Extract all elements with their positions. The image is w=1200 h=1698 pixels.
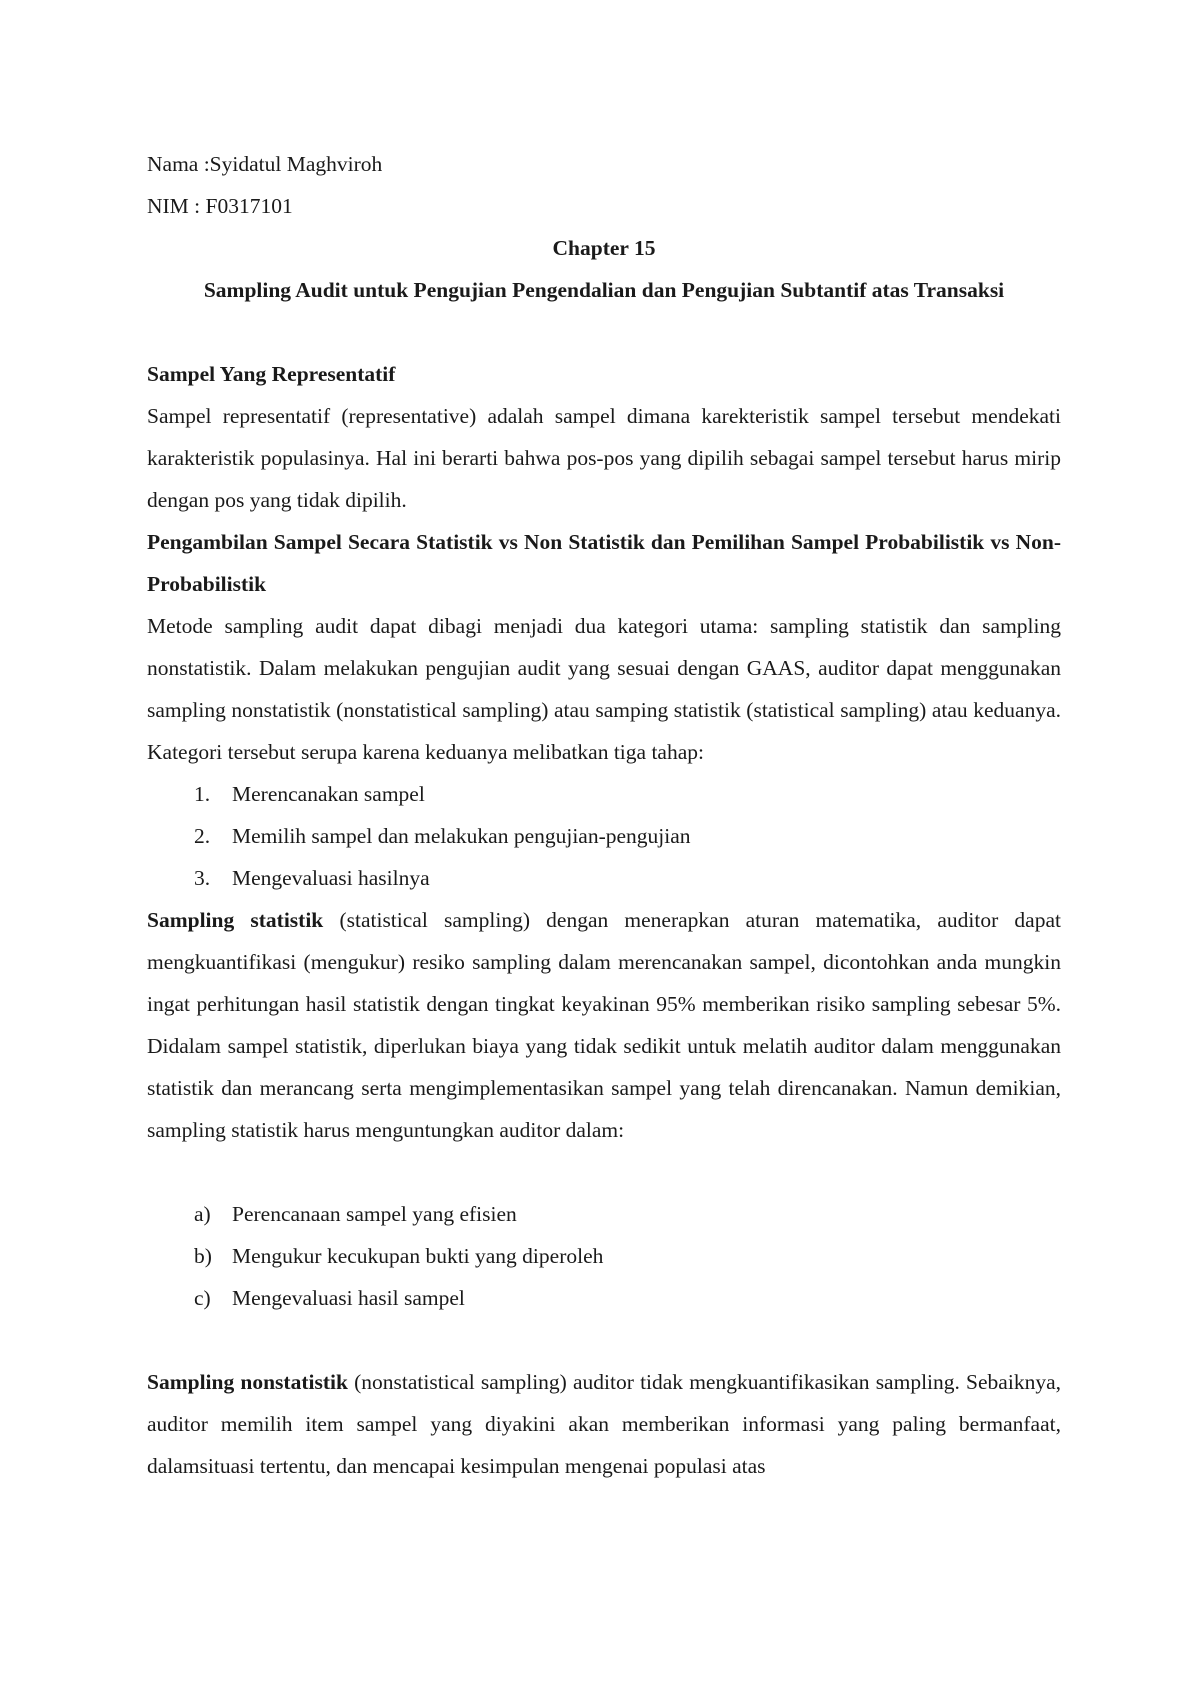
list-item: [147, 1277, 1061, 1319]
blank-line: [147, 1319, 1061, 1361]
list-item: [147, 773, 1061, 815]
section-heading-representative: Sampel Yang Representatif: [147, 362, 396, 386]
list-item-text: Merencanakan sampel: [232, 782, 425, 806]
document-subtitle: Sampling Audit untuk Pengujian Pengendalian dan Pengujian Subtantif atas Transaksi: [203, 278, 1005, 302]
list-item-text: Memilih sampel dan melakukan pengujian-pengujian: [232, 824, 691, 848]
section-body-sampling-methods: Metode sampling audit dapat dibagi menjadi dua kategori utama: sampling statistik dan sampling nonstatistik. Dalam melakukan pengujian audit yang sesuai dengan GAAS, auditor dapat menggunakan sampling nonstatistik (nonstatistical sampling) atau samping statistik (statistical sampling) atau keduanya. Kategori tersebut serupa karena keduanya melibatkan tiga tahap:: [147, 614, 1061, 764]
nonstatistical-sampling-paragraph: [147, 1361, 1061, 1487]
chapter-title: Chapter 15: [552, 236, 656, 260]
list-item-text: Mengukur kecukupan bukti yang diperoleh: [232, 1244, 604, 1268]
list-marker: c): [194, 1286, 211, 1310]
student-name: Nama :Syidatul Maghviroh: [147, 152, 383, 176]
list-marker: 2.: [194, 824, 211, 848]
section-body-representative: Sampel representatif (representative) adalah sampel dimana karekteristik sampel tersebut mendekati karakteristik populasinya. Hal ini berarti bahwa pos-pos yang dipilih sebagai sampel tersebut harus mirip dengan pos yang tidak dipilih.: [147, 404, 1061, 512]
list-item-text: Mengevaluasi hasilnya: [232, 866, 430, 890]
nonstatistical-sampling-body: (nonstatistical sampling) auditor tidak mengkuantifikasikan sampling. Sebaiknya, auditor memilih item sampel yang diyakini akan memberikan informasi yang paling bermanfaat, dalamsituasi tertentu, dan mencapai kesimpulan mengenai populasi atas: [147, 1370, 1061, 1478]
list-marker: a): [194, 1202, 211, 1226]
list-marker: 1.: [194, 782, 211, 806]
list-item-text: Mengevaluasi hasil sampel: [232, 1286, 465, 1310]
list-item-text: Perencanaan sampel yang efisien: [232, 1202, 517, 1226]
list-item: [147, 815, 1061, 857]
statistical-sampling-paragraph: [147, 899, 1061, 1151]
list-item: [147, 1235, 1061, 1277]
blank-line: [147, 311, 1061, 353]
section-heading-statistical-vs-nonstatistical: Pengambilan Sampel Secara Statistik vs Non Statistik dan Pemilihan Sampel Probabilistik vs Non-Probabilistik: [147, 530, 1061, 596]
student-nim: NIM : F0317101: [147, 194, 293, 218]
statistical-benefits-list: [147, 1193, 1061, 1319]
list-item: [147, 857, 1061, 899]
statistical-sampling-body: (statistical sampling) dengan menerapkan aturan matematika, auditor dapat mengkuantifikasi (mengukur) resiko sampling dalam merencanakan sampel, dicontohkan anda mungkin ingat perhitungan hasil statistik dengan tingkat keyakinan 95% memberikan risiko sampling sebesar 5%. Didalam sampel statistik, diperlukan biaya yang tidak sedikit untuk melatih auditor dalam menggunakan statistik dan merancang serta mengimplementasikan sampel yang telah direncanakan. Namun demikian, sampling statistik harus menguntungkan auditor dalam:: [147, 908, 1061, 1142]
list-marker: 3.: [194, 866, 211, 890]
blank-line: [147, 1151, 1061, 1193]
statistical-sampling-term: Sampling statistik: [147, 908, 324, 932]
sampling-steps-list: [147, 773, 1061, 899]
document-content: [147, 143, 1061, 1487]
nonstatistical-sampling-term: Sampling nonstatistik: [147, 1370, 348, 1394]
list-marker: b): [194, 1244, 212, 1268]
list-item: [147, 1193, 1061, 1235]
